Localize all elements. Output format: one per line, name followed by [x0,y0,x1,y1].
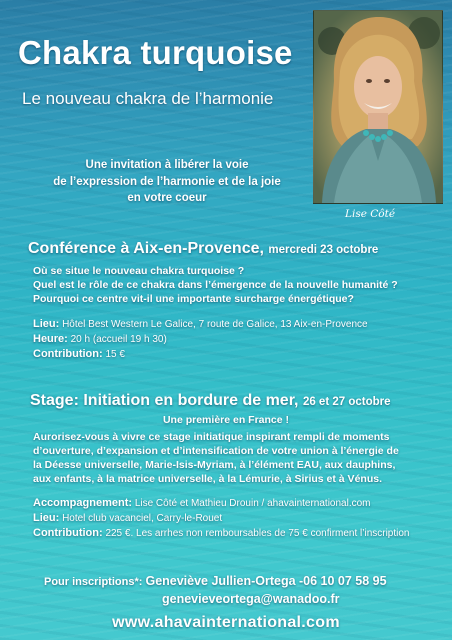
contribution-value: 225 €. Les arrhes non remboursables de 75 € confirment l’inscription [105,528,410,539]
question-line: Où se situe le nouveau chakra turquoise ? [33,265,245,277]
stage-title [30,392,391,410]
page-subtitle: Le nouveau chakra de l’harmonie [22,89,274,108]
description-line: Aurorisez-vous à vivre ce stage initiatique inspirant rempli de moments [33,431,390,443]
question-line: Quel est le rôle de ce chakra dans l’émergence de la nouvelle humanité ? [33,279,398,291]
lieu-value: Hotel club vacanciel, Carry-le-Rouet [62,513,223,524]
intro-line: Une invitation à libérer la voie [85,159,249,171]
lieu-label: Lieu: [33,318,60,330]
registration-email[interactable]: genevieveortega@wanadoo.fr [162,591,340,606]
lieu-label: Lieu: [33,512,60,524]
conference-questions [33,264,398,306]
conference-heure [33,332,368,347]
intro-line: en votre coeur [127,192,207,204]
conference-info [33,317,368,362]
stage-description [33,430,399,486]
conference-lieu [33,317,368,332]
contribution-label: Contribution: [33,527,103,539]
accompagnement-label: Accompagnement: [33,497,133,509]
contribution-value: 15 € [105,349,125,360]
photo-signature: Lise Côté [345,208,396,220]
contribution-label: Contribution: [33,348,103,360]
portrait-photo [313,10,443,204]
description-line: la Déesse universelle, Marie-Isis-Myriam, à l’élément EAU, aux dauphins, [33,459,396,471]
intro-line: de l’expression de l’harmonie et de la joie [53,175,281,188]
lieu-value: Hôtel Best Western Le Galice, 7 route de Galice, 13 Aix-en-Provence [62,319,368,330]
stage-lieu [33,511,410,526]
stage-title-text: Stage: Initiation en bordure de mer, [30,392,299,409]
portrait-illustration [314,11,442,203]
stage-info [33,496,410,541]
registration-label: Pour inscriptions*: [44,576,143,588]
conference-contribution [33,347,368,362]
registration-contact: Geneviève Jullien-Ortega -06 10 07 58 95 [145,574,387,588]
intro-text [36,157,298,207]
conference-date: mercredi 23 octobre [268,244,379,256]
description-line: d’ouverture, d’expansion et d’intensification de votre union à l’énergie de [33,445,399,457]
heure-label: Heure: [33,333,68,345]
conference-title [28,240,378,258]
accompagnement-value: Lise Côté et Mathieu Drouin / ahavainternational.com [134,498,371,509]
conference-title-text: Conférence à Aix-en-Provence, [28,240,264,257]
stage-contribution [33,526,410,541]
page-title: Chakra turquoise [18,34,293,71]
stage-accompagnement [33,496,410,511]
question-line: Pourquoi ce centre vit-il une importante surcharge énergétique? [33,293,354,305]
heure-value: 20 h (accueil 19 h 30) [70,334,167,345]
description-line: aux enfants, à la matrice universelle, à la Lémurie, à Sirius et à Vénus. [33,473,382,485]
website-link[interactable]: www.ahavainternational.com [112,614,340,631]
registration-block [44,573,387,607]
stage-first-in-france: Une première en France ! [162,414,290,426]
stage-date: 26 et 27 octobre [302,396,391,408]
